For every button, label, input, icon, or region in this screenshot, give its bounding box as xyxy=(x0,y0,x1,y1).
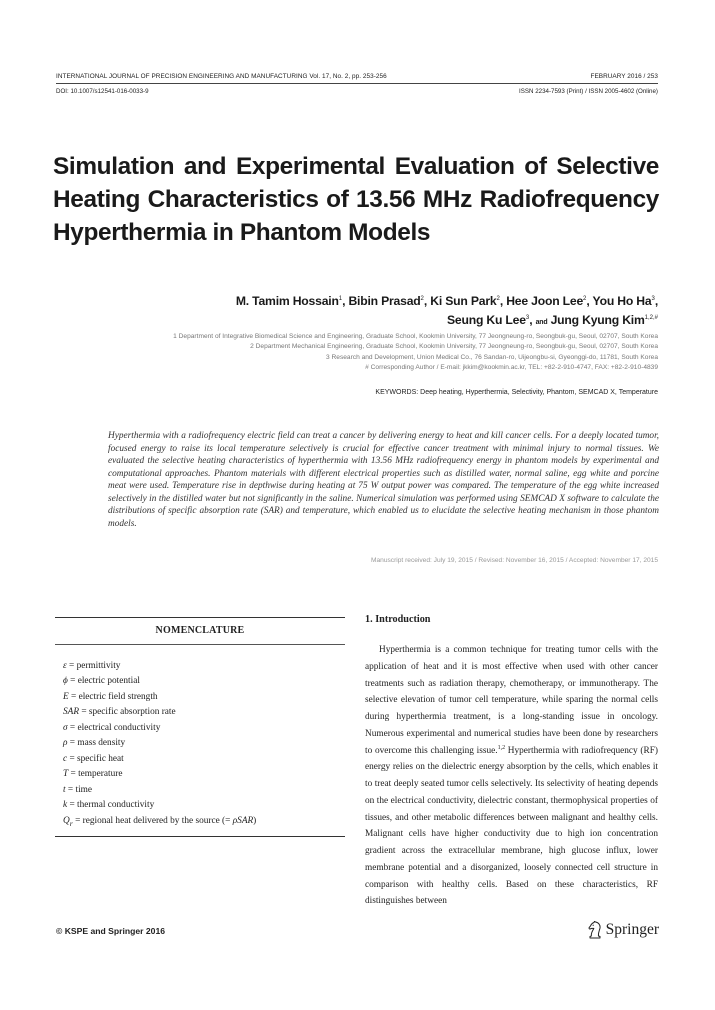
definition: = time xyxy=(65,784,93,795)
nomenclature-box xyxy=(55,617,345,837)
definition: = mass density xyxy=(67,738,126,749)
doi[interactable]: DOI: 10.1007/s12541-016-0033-9 xyxy=(56,88,149,95)
header-rule xyxy=(56,83,658,84)
author-name: Seung Ku Lee xyxy=(446,313,526,327)
author-name: M. Tamim Hossain xyxy=(235,294,339,308)
author-affil-mark: 2 xyxy=(496,296,500,302)
citation-ref[interactable]: 1,2 xyxy=(497,744,506,751)
issue-date-page: FEBRUARY 2016 / 253 xyxy=(590,73,658,80)
author-affil-mark: 2 xyxy=(583,296,587,302)
definition: = specific absorption rate xyxy=(79,707,176,718)
symbol-subscript: r xyxy=(69,818,73,828)
author-name: Bibin Prasad xyxy=(348,294,421,308)
affiliation-line: 3 Research and Development, Union Medical Co., 76 Sandan-ro, Uijeongbu-si, Gyeonggi-do, 11781, South Korea xyxy=(326,353,658,361)
nomenclature-item xyxy=(63,705,345,720)
issn: ISSN 2234-7593 (Print) / ISSN 2005-4602 (Online) xyxy=(519,88,658,95)
corresponding-author-line: # Corresponding Author / E-mail: jkkim@kookmin.ac.kr, TEL: +82-2-910-4747, FAX: +82-2-910-4839 xyxy=(365,364,658,372)
section-heading-introduction: 1. Introduction xyxy=(365,614,431,625)
definition: = electrical conductivity xyxy=(67,722,161,733)
intro-text: Hyperthermia is a common technique for treating tumor cells with the application of heat and it is most effective when used with other cancer treatments such as radiation therapy, chemotherapy, or immunotherapy. The selective elevation of tumor cell temperature, while sparing the normal cells during hyperthermia treatment, is a long-standing issue in oncology. Numerous experimental and numerical studies have been done by researchers to overcome this challenging issue. xyxy=(365,645,658,756)
definition: = permittivity xyxy=(66,661,121,671)
author-name: You Ho Ha xyxy=(592,294,652,308)
author-affil-mark: 1,2,# xyxy=(644,315,658,321)
symbol: k xyxy=(63,800,68,811)
symbol: Q xyxy=(63,815,70,826)
nomenclature-rule-bottom xyxy=(55,836,345,837)
copyright-notice: © KSPE and Springer 2016 xyxy=(56,926,166,936)
nomenclature-item xyxy=(63,783,345,798)
symbol: t xyxy=(63,784,66,795)
author-affil-mark: 3 xyxy=(525,315,530,321)
nomenclature-item xyxy=(63,690,345,705)
author-name: Hee Joon Lee xyxy=(506,294,584,308)
nomenclature-rule-top xyxy=(55,617,345,618)
author-name: Jung Kyung Kim xyxy=(550,313,645,327)
symbol: E xyxy=(63,691,69,702)
intro-text: Hyperthermia with radiofrequency (RF) energy relies on the dielectric energy absorption by the cells, which enables it to treat deeply seated tumor cells selectively. Its selectivity of heating depends on the electrical conductivity, dielectric constant, thermophysical properties of tissues, and other metabolic differences between malignant and healthy cells. Malignant cells have higher conductivity due to high ion concentration gradient across the extracellular membrane, high glucose influx, lower membrane potential and a disorganized, loosely connected cell structure in comparison with healthy cells. Based on these characteristics, RF distinguishes between xyxy=(365,745,658,907)
symbol: c xyxy=(63,753,68,764)
nomenclature-item xyxy=(63,767,345,782)
definition: = specific heat xyxy=(67,753,124,764)
author-affil-mark: 1 xyxy=(338,296,343,302)
author-affil-mark: 3 xyxy=(651,296,655,302)
nomenclature-item xyxy=(63,814,345,831)
nomenclature-rule-mid xyxy=(55,644,345,645)
affiliation-line: 2 Department Mechanical Engineering, Graduate School, Kookmin University, 77 Jeongneung-ro, Seongbuk-gu, Seoul, 02707, South Korea xyxy=(250,343,658,351)
springer-wordmark: Springer xyxy=(605,921,659,938)
nomenclature-item xyxy=(63,659,345,674)
manuscript-dates: Manuscript received: July 19, 2015 / Revised: November 16, 2015 / Accepted: November 17, 2015 xyxy=(371,557,658,564)
springer-chess-knight-icon xyxy=(588,921,602,939)
symbol: ρ xyxy=(63,738,68,749)
springer-logo xyxy=(588,921,659,939)
affiliations xyxy=(78,332,658,374)
author-conjunction: and xyxy=(535,319,548,326)
author-affil-mark: 2 xyxy=(420,296,424,302)
symbol: ϕ xyxy=(63,676,68,687)
paper-title: Simulation and Experimental Evaluation of Selective Heating Characteristics of 13.56 MHz Radiofrequency Hyperthermia in Phantom Models xyxy=(53,153,659,246)
nomenclature-item xyxy=(63,752,345,767)
symbol: T xyxy=(63,769,69,780)
affiliation-line: 1 Department of Integrative Biomedical Science and Engineering, Graduate School, Kookmin University, 77 Jeongneung-ro, Seongbuk-gu, Seoul, 02707, South Korea xyxy=(173,333,658,340)
symbol: σ xyxy=(63,722,68,733)
author-name: Ki Sun Park xyxy=(430,294,497,308)
symbol: ε xyxy=(63,661,67,671)
definition: = temperature xyxy=(68,769,123,780)
nomenclature-item xyxy=(63,721,345,736)
nomenclature-item xyxy=(63,674,345,689)
definition: = electric field strength xyxy=(68,691,158,702)
doi-issn-line xyxy=(56,88,658,95)
nomenclature-item xyxy=(63,798,345,813)
symbol: SAR xyxy=(63,707,80,718)
journal-header xyxy=(56,73,658,80)
definition: = thermal conductivity xyxy=(67,800,155,811)
abstract: Hyperthermia with a radiofrequency electric field can treat a cancer by delivering energy to heat and kill cancer cells. For a deeply located tumor, focused energy to raise its local temperature selectively is crucial for effective cancer treatment with minimal injury to normal tissues. We evaluated the selective heating characteristics of hyperthermia with 13.56 MHz radiofrequency energy in phantom models by experimental and computational approaches. Phantom materials with different electrical properties such as distilled water, normal saline, egg white and porcine meat were used. Temperature rise in depthwise during heating at 75 W output power was compared. The temperature of the egg white increased selectively in the distilled water but not significantly in the saline. Numerical simulation was performed using SEMCAD X software to calculate the distributions of specific absorption rate (SAR) and temperature, which enabled us to elucidate the selective heating mechanism in those phantom models. xyxy=(108,431,659,529)
definition: = electric potential xyxy=(67,676,140,687)
nomenclature-title: NOMENCLATURE xyxy=(155,625,245,636)
nomenclature-item xyxy=(63,736,345,751)
introduction-paragraph xyxy=(365,642,658,910)
keywords: KEYWORDS: Deep heating, Hyperthermia, Selectivity, Phantom, SEMCAD X, Temperature xyxy=(375,389,658,396)
journal-name: INTERNATIONAL JOURNAL OF PRECISION ENGINEERING AND MANUFACTURING Vol. 17, No. 2, pp. 253-256 xyxy=(56,73,387,80)
symbol: ρSAR xyxy=(232,815,254,826)
definition-tail: ) xyxy=(253,815,257,826)
author-list: M. Tamim Hossain$^1$, Bibin Prasad$^2$, Ki Sun Park$^2$, Hee Joon Lee$^2$, You Ho Ha$^3$, Seung Ku Lee$^3$, and Jung Kyung Kim$^{1,2,\#}$ xyxy=(235,294,658,327)
nomenclature-list xyxy=(63,659,345,831)
definition: = regional heat delivered by the source (= xyxy=(72,815,233,826)
